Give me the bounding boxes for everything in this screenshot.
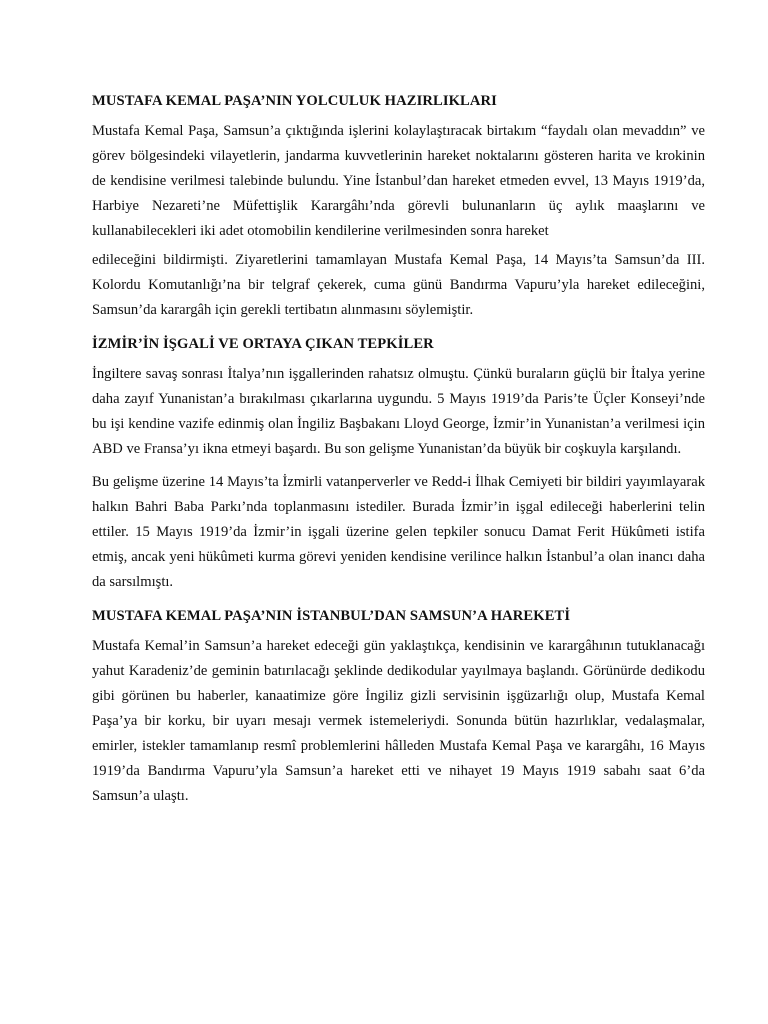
- paragraph: Bu gelişme üzerine 14 Mayıs’ta İzmirli vatanperverler ve Redd-i İlhak Cemiyeti bir bildiri yayımlayarak halkın Bahri Baba Parkı’nda toplanmasını istediler. Burada İzmir’in işgal edileceği haberlerini telin ettiler. 15 Mayıs 1919’da İzmir’in işgali üzerine gelen tepkiler sonucu Damat Ferit Hükûmeti istifa etmiş, ancak yeni hükûmeti kurma görevi yeniden kendisine verilince halkın İstanbul’a olan inancı daha da sarsılmıştı.: [92, 474, 705, 590]
- paragraph: İngiltere savaş sonrası İtalya’nın işgallerinden rahatsız olmuştu. Çünkü buraların güçlü bir İtalya yerine daha zayıf Yunanistan’a bırakılması çıkarlarına uygundu. 5 Mayıs 1919’da Paris’te Üçler Konseyi’nde bu işi kendine vazife edinmiş olan İngiliz Başbakanı Lloyd George, İzmir’in Yunanistan’a verilmesi için ABD ve Fransa’yı ikna etmeyi başardı. Bu son gelişme Yunanistan’da büyük bir coşkuyla karşılandı.: [92, 366, 705, 457]
- paragraph: Mustafa Kemal Paşa, Samsun’a çıktığında işlerini kolaylaştıracak birtakım “faydalı olan mevaddın” ve görev bölgesindeki vilayetlerin, jandarma kuvvetlerinin hareket noktalarını gösteren harita ve krokinin de kendisine verilmesi talebinde bulundu. Yine İstanbul’dan hareket etmeden evvel, 13 Mayıs 1919’da, Harbiye Nezareti’ne Müfettişlik Karargâhı’nda görevli bulunanların üç aylık maaşlarını ve kullanabilecekleri iki adet otomobilin kendilerine verilmesinden sonra hareket: [92, 123, 705, 239]
- section-heading: MUSTAFA KEMAL PAŞA’NIN YOLCULUK HAZIRLIKLARI: [92, 93, 497, 109]
- section-heading: MUSTAFA KEMAL PAŞA’NIN İSTANBUL’DAN SAMSUN’A HAREKETİ: [92, 608, 571, 624]
- paragraph: Mustafa Kemal’in Samsun’a hareket edeceği gün yaklaştıkça, kendisinin ve karargâhının tutuklanacağı yahut Karadeniz’de geminin batırılacağı şeklinde dedikodular yayılmaya başlandı. Görünürde dedikodu gibi görünen bu haberler, kanaatimize göre İngiliz gizli servisinin işgüzarlığı olup, Mustafa Kemal Paşa’ya bir korku, bir uyarı mesajı vermek istemeleriydi. Sonunda bütün hazırlıklar, vedalaşmalar, emirler, istekler tamamlanıp resmî problemlerini hâlleden Mustafa Kemal Paşa ve karargâhı, 16 Mayıs 1919’da Bandırma Vapuru’yla Samsun’a hareket etti ve nihayet 19 Mayıs 1919 sabahı saat 6’da Samsun’a ulaştı.: [92, 638, 705, 804]
- paragraph: edileceğini bildirmişti. Ziyaretlerini tamamlayan Mustafa Kemal Paşa, 14 Mayıs’ta Samsun’da III. Kolordu Komutanlığı’na bir telgraf çekerek, cuma günü Bandırma Vapuru’yla hareket edileceğini, Samsun’da karargâh için gerekli tertibatın alınmasını söylemiştir.: [92, 252, 705, 318]
- section-heading: İZMİR’İN İŞGALİ VE ORTAYA ÇIKAN TEPKİLER: [92, 336, 434, 352]
